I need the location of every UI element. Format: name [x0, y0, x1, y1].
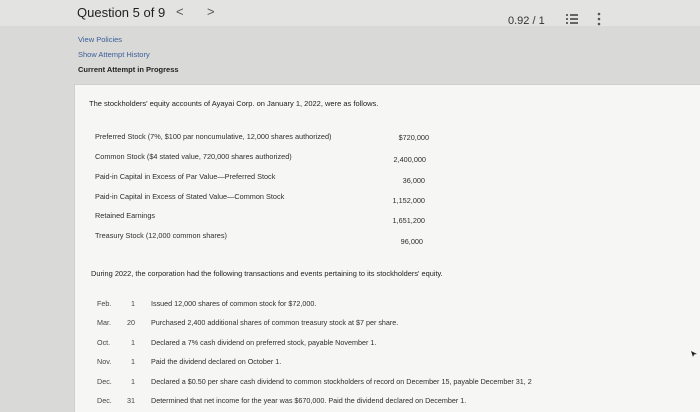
question-links	[78, 32, 179, 77]
equity-row-label: Paid-in Capital in Excess of Par Value—Preferred Stock	[95, 172, 276, 181]
equity-row-value: 2,400,000	[393, 155, 426, 164]
transaction-text: Purchased 2,400 additional shares of common treasury stock at $7 per share.	[151, 318, 399, 327]
transaction-text: Issued 12,000 shares of common stock for $72,000.	[151, 299, 317, 308]
transaction-month: Nov.	[97, 357, 112, 366]
equity-row-value: 1,651,200	[392, 216, 425, 225]
equity-row-value: 36,000	[402, 176, 425, 185]
equity-row-label: Common Stock ($4 stated value, 720,000 shares authorized)	[95, 152, 292, 161]
equity-row-value: 96,000	[400, 237, 423, 246]
transaction-month: Dec.	[97, 377, 112, 386]
transaction-day: 20	[127, 318, 135, 327]
score-display: 0.92 / 1	[508, 15, 545, 27]
equity-row-value: 1,152,000	[392, 196, 425, 205]
equity-row-value: $720,000	[398, 133, 429, 142]
transactions-intro: During 2022, the corporation had the following transactions and events pertaining to its stockholders' equity.	[91, 269, 443, 278]
problem-intro: The stockholders' equity accounts of Ayayai Corp. on January 1, 2022, were as follows.	[89, 99, 379, 108]
more-vertical-icon[interactable]	[597, 12, 601, 26]
transaction-month: Dec.	[97, 396, 112, 405]
question-label: Question 5 of 9	[77, 5, 166, 20]
transaction-day: 1	[131, 377, 135, 386]
list-icon[interactable]	[566, 14, 578, 24]
transaction-day: 1	[131, 357, 135, 366]
transaction-month: Oct.	[97, 338, 111, 347]
transaction-day: 1	[131, 338, 135, 347]
transaction-day: 1	[131, 299, 135, 308]
show-attempt-history-link[interactable]: Show Attempt History	[78, 50, 150, 59]
equity-row-label: Treasury Stock (12,000 common shares)	[95, 231, 227, 240]
transaction-day: 31	[127, 396, 135, 405]
transaction-month: Feb.	[97, 299, 112, 308]
equity-row-label: Preferred Stock (7%, $100 par noncumulative, 12,000 shares authorized)	[95, 132, 332, 141]
next-question-button[interactable]: >	[207, 4, 215, 19]
equity-row-label: Paid-in Capital in Excess of Stated Value—Common Stock	[95, 192, 285, 201]
view-policies-link[interactable]: View Policies	[78, 35, 123, 44]
top-bar	[0, 0, 700, 26]
equity-row-label: Retained Earnings	[95, 211, 156, 220]
problem-panel	[74, 84, 700, 412]
transaction-text: Paid the dividend declared on October 1.	[151, 357, 282, 366]
transaction-text: Declared a 7% cash dividend on preferred stock, payable November 1.	[151, 338, 377, 347]
current-attempt-label: Current Attempt in Progress	[78, 65, 179, 74]
mouse-cursor-icon	[690, 350, 698, 358]
transaction-text: Declared a $0.50 per share cash dividend to common stockholders of record on December 15, payable December 31, 2	[151, 377, 532, 386]
transaction-month: Mar.	[97, 318, 111, 327]
previous-question-button[interactable]: <	[176, 4, 184, 19]
transaction-text: Determined that net income for the year was $670,000. Paid the dividend declared on December 1.	[151, 396, 467, 405]
